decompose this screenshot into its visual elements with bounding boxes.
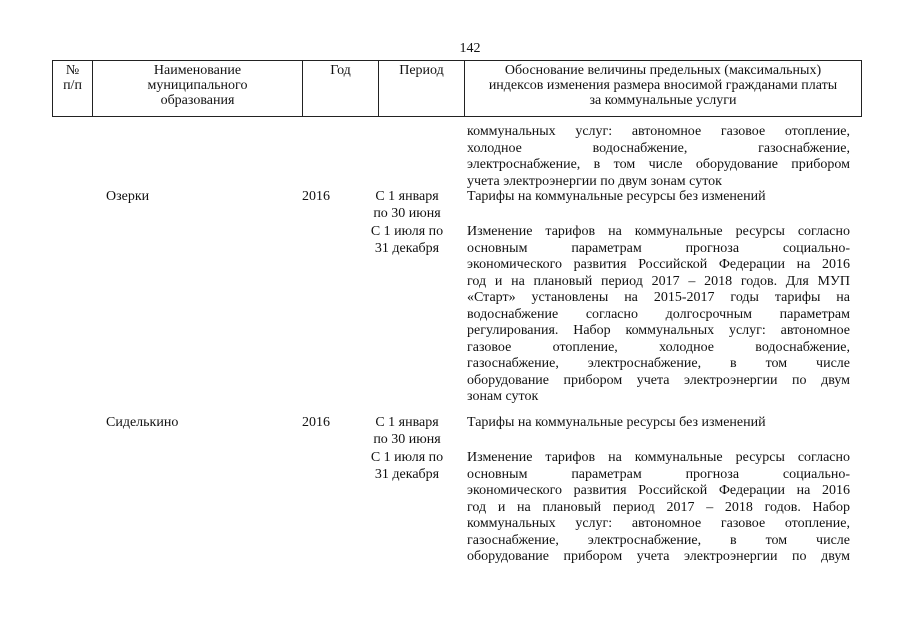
row-name-sidelkino: Сиделькино — [106, 415, 179, 430]
header-name: Наименование муниципального образования — [93, 61, 303, 116]
continuation-line: учета электроэнергии по двум зонам суток — [467, 173, 722, 189]
table-header — [52, 60, 862, 117]
row-period-1: С 1 января по 30 июня — [373, 189, 441, 221]
justification-line: регулирования. Набор коммунальных услуг: автономное — [467, 323, 850, 338]
justification-line: зонам суток — [467, 389, 539, 404]
justification-line: газоснабжение, электроснабжение, в том числе — [467, 532, 850, 548]
justification-line: экономического развития Российской Федерации на 2016 — [467, 257, 850, 272]
justification-line: экономического развития Российской Федерации на 2016 — [467, 483, 850, 498]
justification-line: газоснабжение, электроснабжение, в том числе — [467, 356, 850, 371]
justification-line: водоснабжение согласно долгосрочным параметрам — [467, 306, 850, 322]
row-justification-2 — [467, 450, 850, 566]
justification-line: оборудование прибором учета электроэнергии по двум — [467, 549, 850, 564]
header-justification: Обоснование величины предельных (максимальных) индексов изменения размера вносимой гражданами платы за коммунальные услуги — [465, 61, 862, 116]
header-num: № п/п — [53, 61, 93, 116]
justification-line: основным параметрам прогноза социально- — [467, 240, 850, 256]
justification-line: основным параметрам прогноза социально- — [467, 466, 850, 482]
row-year: 2016 — [302, 189, 330, 204]
row-period-2: С 1 июля по 31 декабря — [370, 450, 444, 482]
justification-line: «Старт» установлены на 2015-2017 годы тарифы на — [467, 290, 850, 305]
continuation-line: электроснабжение, в том числе оборудование прибором — [467, 157, 850, 172]
header-year: Год — [303, 61, 379, 116]
row-period-1: С 1 января по 30 июня — [373, 415, 441, 447]
row-justification-1 — [467, 415, 850, 432]
header-period: Период — [379, 61, 465, 116]
justification-line: Тарифы на коммунальные ресурсы без изменений — [467, 189, 766, 204]
continuation-line: холодное водоснабжение, газоснабжение, — [467, 140, 850, 156]
justification-line: год и на плановый период 2017 – 2018 годов. Набор — [467, 499, 850, 515]
justification-line: Изменение тарифов на коммунальные ресурсы согласно — [467, 224, 850, 239]
page-number: 142 — [459, 41, 481, 56]
justification-line: газовое отопление, холодное водоснабжение, — [467, 339, 850, 355]
justification-line: оборудование прибором учета электроэнергии по двум — [467, 372, 850, 388]
continuation-line: коммунальных услуг: автономное газовое отопление, — [467, 124, 850, 139]
row-name-ozerki: Озерки — [106, 189, 150, 204]
row-year: 2016 — [302, 415, 330, 430]
continuation-text — [467, 124, 850, 190]
justification-line: Изменение тарифов на коммунальные ресурсы согласно — [467, 450, 850, 465]
row-period-2: С 1 июля по 31 декабря — [370, 224, 444, 256]
justification-line: год и на плановый период 2017 – 2018 годов. Для МУП — [467, 273, 850, 289]
row-justification-1 — [467, 189, 850, 206]
justification-line: Тарифы на коммунальные ресурсы без изменений — [467, 415, 766, 430]
justification-line: коммунальных услуг: автономное газовое отопление, — [467, 516, 850, 531]
row-justification-2 — [467, 224, 850, 406]
